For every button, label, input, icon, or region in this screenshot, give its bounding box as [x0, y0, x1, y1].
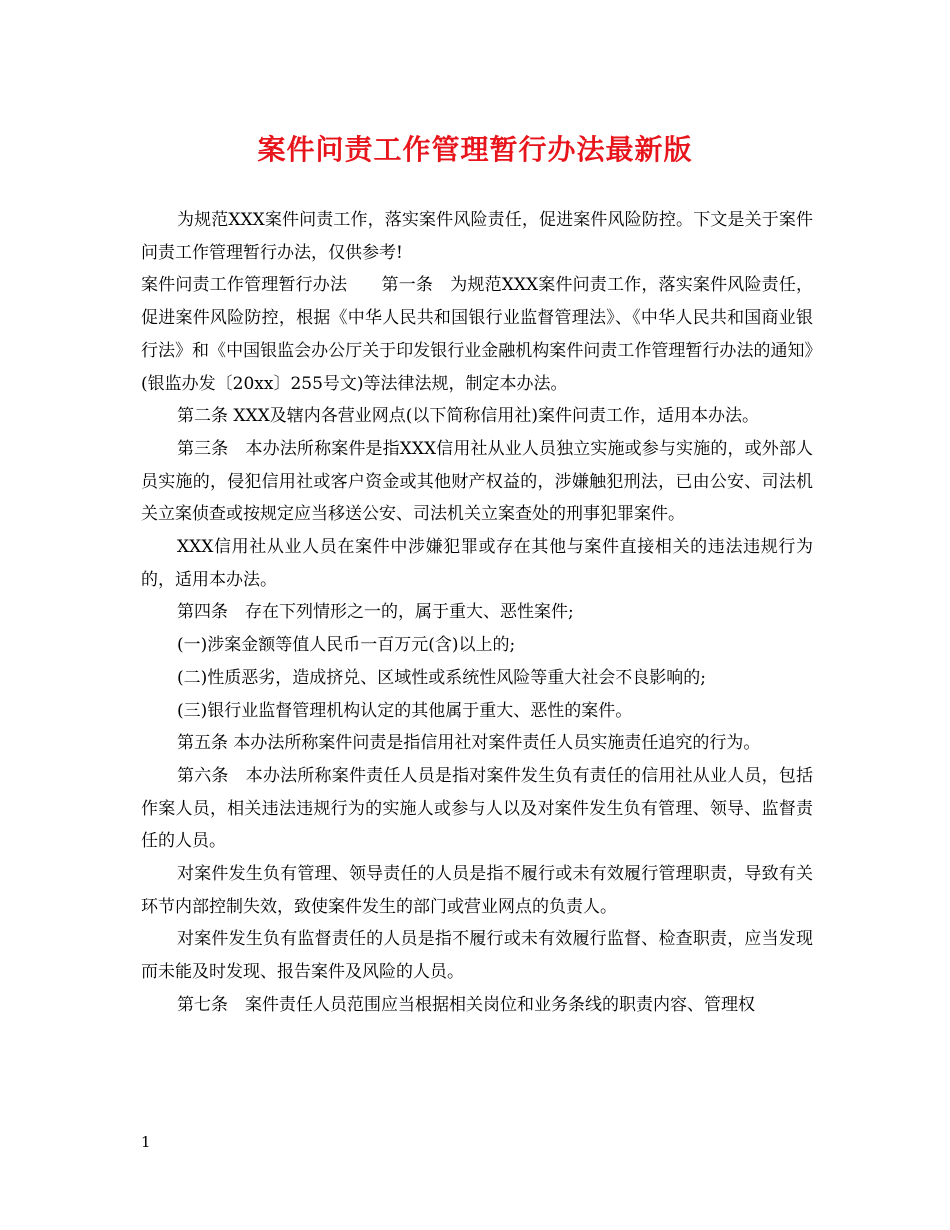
document-title: 案件问责工作管理暂行办法最新版 — [257, 133, 693, 166]
paragraph: (二)性质恶劣，造成挤兑、区域性或系统性风险等重大社会不良影响的; — [177, 667, 706, 688]
document-body — [141, 204, 813, 1022]
paragraph: 对案件发生负有监督责任的人员是指不履行或未有效履行监督、检查职责，应当发现而未能及时发现、报告案件及风险的人员。 — [141, 929, 813, 983]
paragraph: 第三条 本办法所称案件是指XXX信用社从业人员独立实施或参与实施的，或外部人员实施的，侵犯信用社或客户资金或其他财产权益的，涉嫌触犯刑法，已由公安、司法机关立案侦查或按规定应当移送公安、司法机关立案查处的刑事犯罪案件。 — [141, 438, 813, 525]
paragraph: 为规范XXX案件问责工作，落实案件风险责任，促进案件风险防控。下文是关于案件问责工作管理暂行办法，仅供参考! — [141, 210, 813, 263]
paragraph: 第二条 XXX及辖内各营业网点(以下简称信用社)案件问责工作，适用本办法。 — [177, 406, 759, 427]
paragraph: 第七条 案件责任人员范围应当根据相关岗位和业务条线的职责内容、管理权 — [177, 994, 755, 1015]
paragraph: (三)银行业监督管理机构认定的其他属于重大、恶性的案件。 — [177, 700, 633, 721]
paragraph: 第四条 存在下列情形之一的，属于重大、恶性案件; — [177, 602, 574, 623]
page-number: 1 — [141, 1133, 151, 1151]
paragraph: (一)涉案金额等值人民币一百万元(含)以上的; — [177, 635, 516, 656]
paragraph: 案件问责工作管理暂行办法 第一条 为规范XXX案件问责工作，落实案件风险责任，促进案件风险防控，根据《中华人民共和国银行业监督管理法》、《中华人民共和国商业银行法》和《中国银监会办公厅关于印发银行业金融机构案件问责工作管理暂行办法的通知》(银监办发〔20xx〕255号文)等法律法规，制定本办法。 — [141, 275, 813, 394]
paragraph: 对案件发生负有管理、领导责任的人员是指不履行或未有效履行管理职责，导致有关环节内部控制失效，致使案件发生的部门或营业网点的负责人。 — [141, 864, 813, 917]
paragraph: 第五条 本办法所称案件问责是指信用社对案件责任人员实施责任追究的行为。 — [177, 733, 761, 754]
paragraph: 第六条 本办法所称案件责任人员是指对案件发生负有责任的信用社从业人员，包括作案人员，相关违法违规行为的实施人或参与人以及对案件发生负有管理、领导、监督责任的人员。 — [141, 765, 813, 852]
paragraph: XXX信用社从业人员在案件中涉嫌犯罪或存在其他与案件直接相关的违法违规行为的，适用本办法。 — [141, 537, 813, 590]
